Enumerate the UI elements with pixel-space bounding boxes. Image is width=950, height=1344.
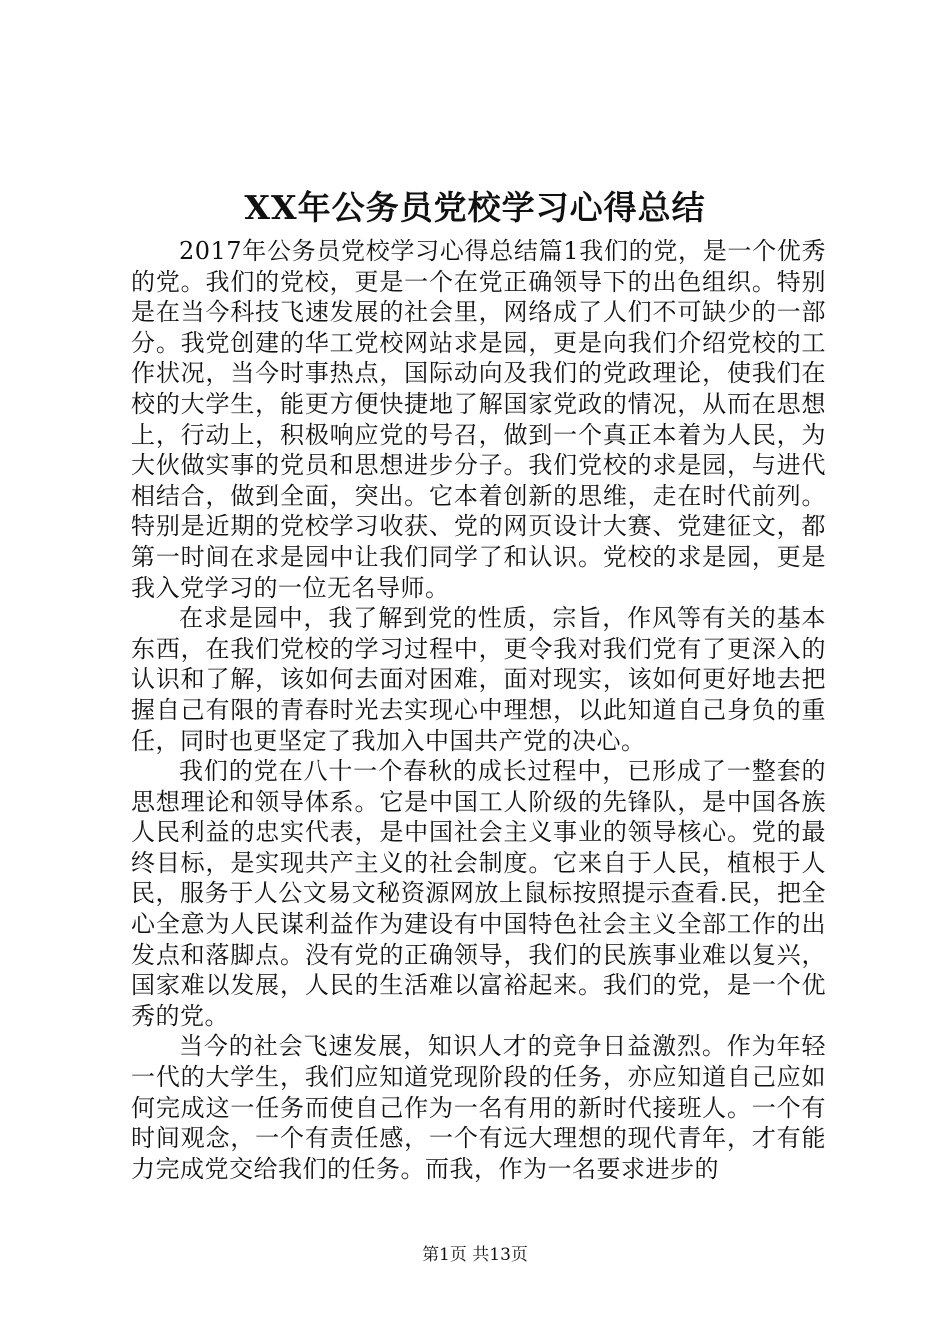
page-number-footer: 第1页 共13页 <box>422 1245 528 1265</box>
paragraph-1: 2017年公务员党校学习心得总结篇1我们的党，是一个优秀的党。我们的党校，更是一个在党正确领导下的出色组织。特别是在当今科技飞速发展的社会里，网络成了人们不可缺少的一部分。我党创建的华工党校网站求是园，更是向我们介绍党校的工作状况，当今时事热点，国际动向及我们的党政理论，使我们在校的大学生，能更方便快捷地了解国家党政的情况，从而在思想上，行动上，积极响应党的号召，做到一个真正本着为人民，为大伙做实事的党员和思想进步分子。我们党校的求是园，与进代相结合，做到全面，突出。它本着创新的思维，走在时代前列。特别是近期的党校学习收获、党的网页设计大赛、党建征文，都第一时间在求是园中让我们同学了和认识。党校的求是园，更是我入党学习的一位无名导师。 <box>131 237 826 602</box>
document-body <box>131 236 826 1184</box>
document-title: XX年公务员党校学习心得总结 <box>244 188 706 227</box>
paragraph-4: 当今的社会飞速发展，知识人才的竞争日益激烈。作为年轻一代的大学生，我们应知道党现阶段的任务，亦应知道自己应如何完成这一任务而使自己作为一名有用的新时代接班人。一个有时间观念，一个有责任感，一个有远大理想的现代青年，才有能力完成党交给我们的任务。而我，作为一名要求进步的 <box>131 1032 826 1183</box>
paragraph-3: 我们的党在八十一个春秋的成长过程中，已形成了一整套的思想理论和领导体系。它是中国工人阶级的先锋队，是中国各族人民利益的忠实代表，是中国社会主义事业的领导核心。党的最终目标，是实现共产主义的社会制度。它来自于人民，植根于人民，服务于人公文易文秘资源网放上鼠标按照提示查看.民，把全心全意为人民谋利益作为建设有中国特色社会主义全部工作的出发点和落脚点。没有党的正确领导，我们的民族事业难以复兴，国家难以发展，人民的生活难以富裕起来。我们的党，是一个优秀的党。 <box>131 757 826 1030</box>
paragraph-2: 在求是园中，我了解到党的性质，宗旨，作风等有关的基本东西，在我们党校的学习过程中，更令我对我们党有了更深入的认识和了解，该如何去面对困难，面对现实，该如何更好地去把握自己有限的青春时光去实现心中理想，以此知道自己身负的重任，同时也更坚定了我加入中国共产党的决心。 <box>131 604 826 755</box>
